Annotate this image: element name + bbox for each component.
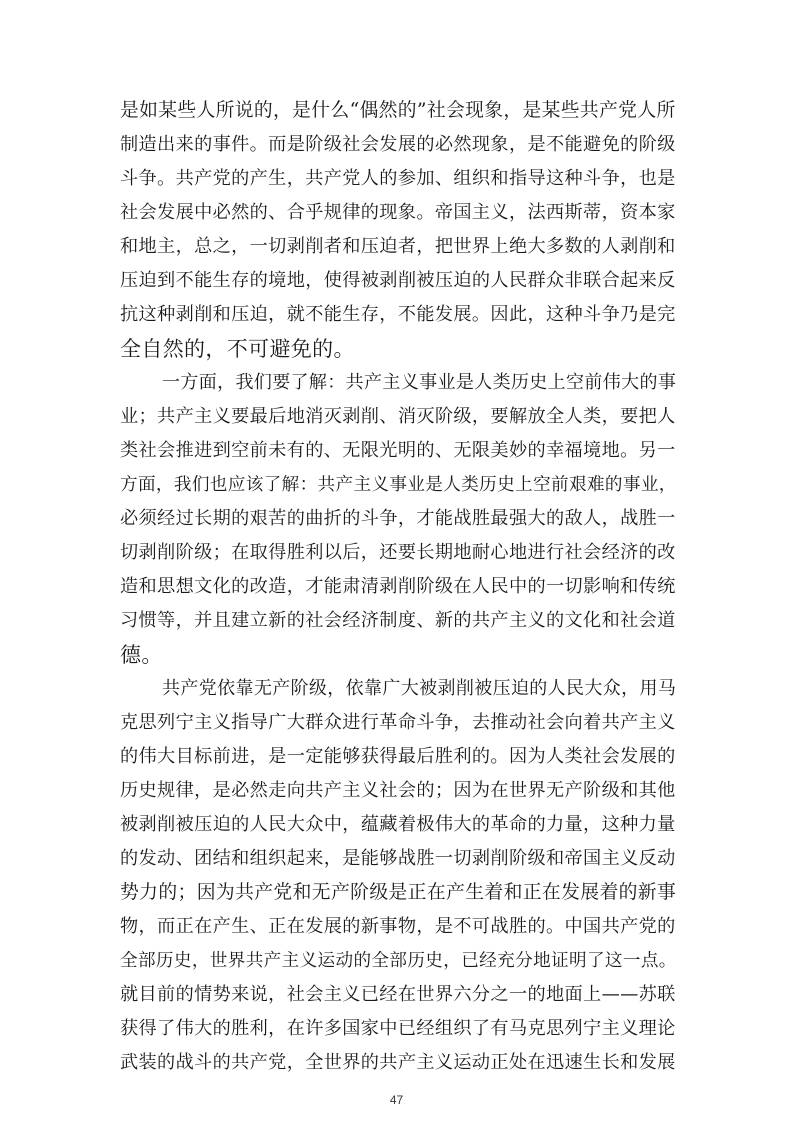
text-line: 克思列宁主义指导广大群众进行革命斗争，去推动社会向着共产主义: [120, 712, 676, 733]
text-line: 历史规律，是必然走向共产主义社会的；因为在世界无产阶级和其他: [120, 780, 676, 801]
text-line: 势力的；因为共产党和无产阶级是正在产生着和正在发展着的新事: [120, 882, 677, 903]
text-line: 业；共产主义要最后地消灭剥削、消灭阶级，要解放全人类，要把人: [120, 406, 676, 427]
text-line: 类社会推进到空前未有的、无限光明的、无限美妙的幸福境地。另一: [120, 440, 676, 461]
text-line: 方面，我们也应该了解：共产主义事业是人类历史上空前艰难的事业，: [120, 475, 677, 495]
text-line: 制造出来的事件。而是阶级社会发展的必然现象，是不能避免的阶级: [120, 134, 676, 155]
text-line: 就目前的情势来说，社会主义已经在世界六分之一的地面上——苏联: [120, 984, 676, 1005]
text-line: 切剥削阶级；在取得胜利以后，还要长期地耐心地进行社会经济的改: [120, 542, 676, 563]
paragraph-first-line: 一方面，我们要了解：共产主义事业是人类历史上空前伟大的事: [162, 372, 677, 393]
text-line: 被剥削被压迫的人民大众中，蕴藏着极伟大的革命的力量，这种力量: [120, 814, 676, 835]
text-line: 武装的战斗的共产党，全世界的共产主义运动正处在迅速生长和发展: [120, 1052, 676, 1073]
text-line: 和地主，总之，一切剥削者和压迫者，把世界上绝大多数的人剥削和: [120, 236, 676, 257]
text-line: 德。: [120, 643, 163, 667]
text-line: 全部历史，世界共产主义运动的全部历史，已经充分地证明了这一点。: [120, 951, 677, 971]
page-number: 47: [389, 1093, 404, 1107]
text-line: 抗这种剥削和压迫，就不能生存，不能发展。因此，这种斗争乃是完: [120, 304, 676, 325]
text-line: 造和思想文化的改造，才能肃清剥削阶级在人民中的一切影响和传统: [120, 576, 676, 597]
text-line: 社会发展中必然的、合乎规律的现象。帝国主义，法西斯蒂，资本家: [120, 202, 676, 223]
text-line: 物，而正在产生、正在发展的新事物，是不可战胜的。中国共产党的: [120, 916, 676, 937]
paragraph-first-line: 共产党依靠无产阶级，依靠广大被剥削被压迫的人民大众，用马: [162, 678, 677, 699]
text-line: 获得了伟大的胜利，在许多国家中已经组织了有马克思列宁主义理论: [120, 1018, 676, 1039]
text-line: 必须经过长期的艰苦的曲折的斗争，才能战胜最强大的敌人，战胜一: [120, 508, 676, 529]
text-line: 全自然的，不可避免的。: [120, 337, 355, 361]
text-line: 是如某些人所说的，是什么“偶然的”社会现象，是某些共产党人所: [120, 100, 676, 121]
text-line: 习惯等，并且建立新的社会经济制度、新的共产主义的文化和社会道: [120, 610, 676, 631]
text-line: 压迫到不能生存的境地，使得被剥削被压迫的人民群众非联合起来反: [120, 270, 676, 291]
text-line: 的伟大目标前进，是一定能够获得最后胜利的。因为人类社会发展的: [120, 746, 676, 767]
text-line: 的发动、团结和组织起来，是能够战胜一切剥削阶级和帝国主义反动: [120, 848, 676, 869]
text-line: 斗争。共产党的产生，共产党人的参加、组织和指导这种斗争，也是: [120, 168, 676, 189]
